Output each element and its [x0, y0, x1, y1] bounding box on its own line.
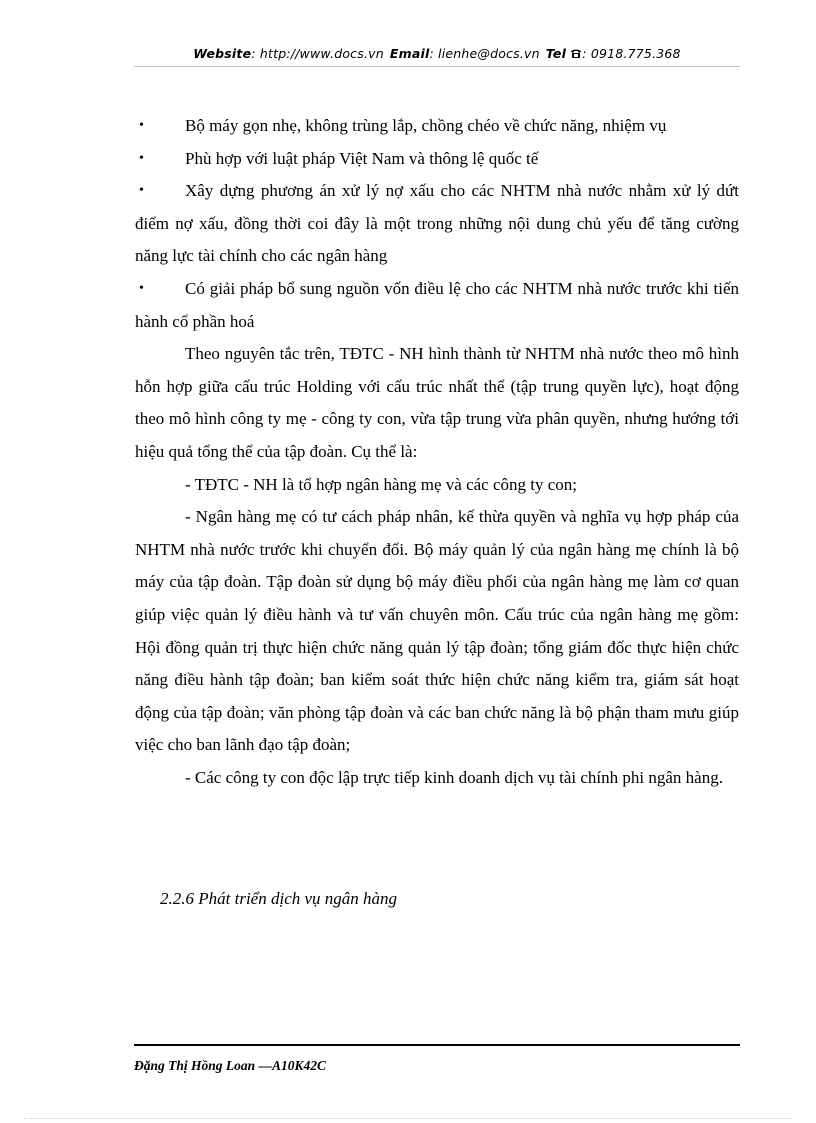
bullet-text: Bộ máy gọn nhẹ, không trùng lắp, chồng chéo về chức năng, nhiệm vụ [185, 116, 667, 135]
phone-icon [570, 47, 582, 62]
page-border [24, 1118, 792, 1119]
bullet-item [135, 110, 739, 143]
document-body [135, 110, 739, 794]
bullet-item [135, 143, 739, 176]
email-label: Email [389, 46, 430, 61]
tel-label: Tel [545, 46, 567, 61]
header-divider [134, 66, 740, 67]
section-heading: 2.2.6 Phát triển dịch vụ ngân hàng [160, 889, 398, 908]
email-value[interactable]: : lienhe@docs.vn [429, 46, 540, 61]
footer-author: Đặng Thị Hồng Loan —A10K42C [134, 1058, 327, 1073]
paragraph: - Ngân hàng mẹ có tư cách pháp nhân, kế thừa quyền và nghĩa vụ hợp pháp của NHTM nhà nước trước khi chuyển đổi. Bộ máy quản lý của ngân hàng mẹ chính là bộ máy của tập đoàn. Tập đoàn sử dụng bộ máy điều phối của ngân hàng mẹ làm cơ quan giúp việc quản lý điều hành và tư vấn chuyên môn. Cấu trúc của ngân hàng mẹ gồm: Hội đồng quản trị thực hiện chức năng quản lý tập đoàn; tổng giám đốc thực hiện chức năng điều hành tập đoàn; ban kiểm soát thức hiện chức năng kiểm tra, giám sát hoạt động của tập đoàn; văn phòng tập đoàn và các ban chức năng là bộ phận tham mưu giúp việc cho ban lãnh đạo tập đoàn; [135, 507, 739, 755]
paragraph: - TĐTC - NH là tổ hợp ngân hàng mẹ và các công ty con; [185, 474, 578, 494]
bullet-text: Xây dựng phương án xử lý nợ xấu cho các NHTM nhà nước nhằm xử lý dứt điểm nợ xấu, đồng thời coi đây là một trong những nội dung chủ yếu để tăng cường năng lực tài chính cho các ngân hàng [135, 181, 739, 266]
bullet-text: Có giải pháp bổ sung nguồn vốn điều lệ cho các NHTM nhà nước trước khi tiến hành cổ phần hoá [135, 278, 739, 331]
bullet-icon: • [139, 183, 144, 199]
bullet-item [135, 273, 739, 338]
paragraph: - Các công ty con độc lập trực tiếp kinh doanh dịch vụ tài chính phi ngân hàng. [185, 767, 723, 787]
tel-value: : 0918.775.368 [582, 46, 681, 61]
paragraph: Theo nguyên tắc trên, TĐTC - NH hình thành từ NHTM nhà nước theo mô hình hỗn hợp giữa cấu trúc Holding với cấu trúc nhất thể (tập trung quyền lực), hoạt động theo mô hình công ty mẹ - công ty con, vừa tập trung vừa phân quyền, nhưng hướng tới hiệu quả tổng thể của tập đoàn. Cụ thể là: [135, 344, 739, 461]
bullet-icon: • [139, 280, 144, 296]
website-label: Website [193, 46, 252, 61]
footer-divider [134, 1044, 740, 1046]
bullet-item [135, 175, 739, 273]
bullet-icon: • [139, 118, 144, 133]
bullet-icon: • [139, 150, 144, 166]
page-header [134, 46, 740, 62]
website-value[interactable]: : http://www.docs.vn [251, 46, 384, 61]
bullet-text: Phù hợp với luật pháp Việt Nam và thông lệ quốc tế [185, 148, 539, 168]
